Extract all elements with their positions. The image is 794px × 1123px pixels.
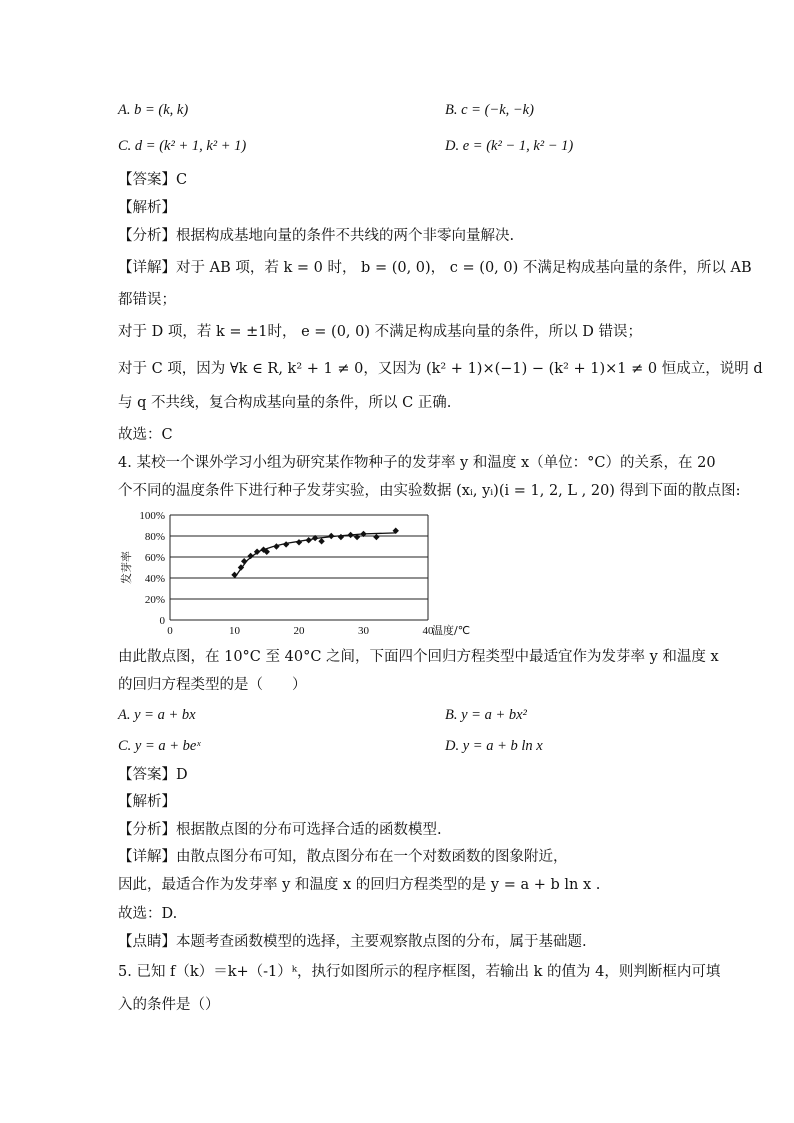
data-point [338, 534, 344, 540]
data-point [305, 537, 311, 543]
x-tick-label: 40 [422, 625, 434, 637]
q3-option-c: C. d = (k² + 1, k² + 1) [118, 138, 247, 154]
q4-option-b: B. y = a + bx² [445, 707, 527, 723]
y-tick-label: 0 [159, 615, 165, 627]
data-point [247, 553, 253, 559]
q4-answer: 【答案】D [118, 767, 188, 783]
q4-stem-2: 个不同的温度条件下进行种子发芽实验，由实验数据 (xᵢ, yᵢ)(i = 1, 2, L , 20) 得到下面的散点图: [118, 483, 741, 499]
q4-option-a: A. y = a + bx [118, 707, 196, 723]
q3-fenxi: 【分析】根据构成基地向量的条件不共线的两个非零向量解决. [118, 228, 515, 244]
q4-stem-1: 4. 某校一个课外学习小组为研究某作物种子的发芽率 y 和温度 x（单位：°C）的关系，在 20 [118, 455, 716, 471]
q4-after-1: 由此散点图，在 10°C 至 40°C 之间，下面四个回归方程类型中最适宜作为发芽率 y 和温度 x [118, 649, 719, 665]
data-point [241, 558, 247, 564]
q4-option-c: C. y = a + beˣ [118, 738, 201, 754]
scatter-chart-svg [118, 505, 498, 640]
x-tick-label: 20 [293, 625, 305, 637]
q3-option-d: D. e = (k² − 1, k² − 1) [445, 138, 574, 154]
q3-option-b: B. c = (−k, −k) [445, 102, 534, 118]
data-point [373, 534, 379, 540]
q4-fenxi: 【分析】根据散点图的分布可选择合适的函数模型. [118, 822, 442, 838]
q4-detail-1: 【详解】由散点图分布可知，散点图分布在一个对数函数的图象附近， [118, 849, 568, 865]
y-tick-label: 80% [144, 531, 165, 543]
q3-option-a: A. b = (k, k) [118, 102, 189, 118]
y-tick-label: 100% [139, 510, 165, 522]
data-point [318, 538, 324, 544]
q4-analysis-title: 【解析】 [118, 794, 176, 810]
data-point [328, 533, 334, 539]
y-axis-label: 发芽率 [120, 551, 133, 584]
q4-dianjing: 【点睛】本题考查函数模型的选择，主要观察散点图的分布，属于基础题. [118, 934, 587, 950]
q4-after-2: 的回归方程类型的是（ ） [118, 677, 307, 693]
q3-detail-4: 对于 C 项，因为 ∀k ∈ R, k² + 1 ≠ 0，又因为 (k² + 1)×(−1) − (k² + 1)×1 ≠ 0 恒成立，说明 d [118, 361, 763, 377]
q3-detail-3: 对于 D 项，若 k = ±1时， e = (0, 0) 不满足构成基向量的条件，所以 D 错误； [118, 324, 642, 340]
q5-stem-2: 入的条件是（） [118, 997, 220, 1013]
q3-detail-5: 与 q 不共线，复合构成基向量的条件，所以 C 正确. [118, 395, 452, 411]
q3-answer: 【答案】C [118, 172, 188, 188]
data-point [231, 572, 237, 578]
x-tick-label: 10 [229, 625, 240, 637]
data-point [283, 541, 289, 547]
y-tick-label: 60% [144, 552, 165, 564]
y-tick-label: 20% [144, 594, 165, 606]
q4-choose: 故选：D. [118, 906, 178, 922]
data-point [347, 532, 353, 538]
q3-detail-1: 【详解】对于 AB 项，若 k = 0 时， b = (0, 0)， c = (0, 0) 不满足构成基向量的条件，所以 AB [118, 260, 752, 276]
q4-detail-2: 因此，最适合作为发芽率 y 和温度 x 的回归方程类型的是 y = a + b ln x . [118, 877, 601, 893]
q3-choose: 故选：C [118, 427, 173, 443]
x-tick-label: 0 [167, 625, 173, 637]
data-point [296, 539, 302, 545]
q5-stem-1: 5. 已知 f（k）＝k+（-1）ᵏ，执行如图所示的程序框图，若输出 k 的值为 4，则判断框内可填 [118, 964, 721, 980]
x-tick-label: 30 [358, 625, 369, 637]
data-point [273, 543, 279, 549]
y-tick-label: 40% [144, 573, 165, 585]
x-axis-label: 温度/℃ [432, 624, 471, 637]
scatter-chart [118, 505, 498, 640]
q3-analysis-title: 【解析】 [118, 200, 176, 216]
q3-detail-2: 都错误； [118, 292, 176, 308]
q4-option-d: D. y = a + b ln x [445, 738, 543, 754]
